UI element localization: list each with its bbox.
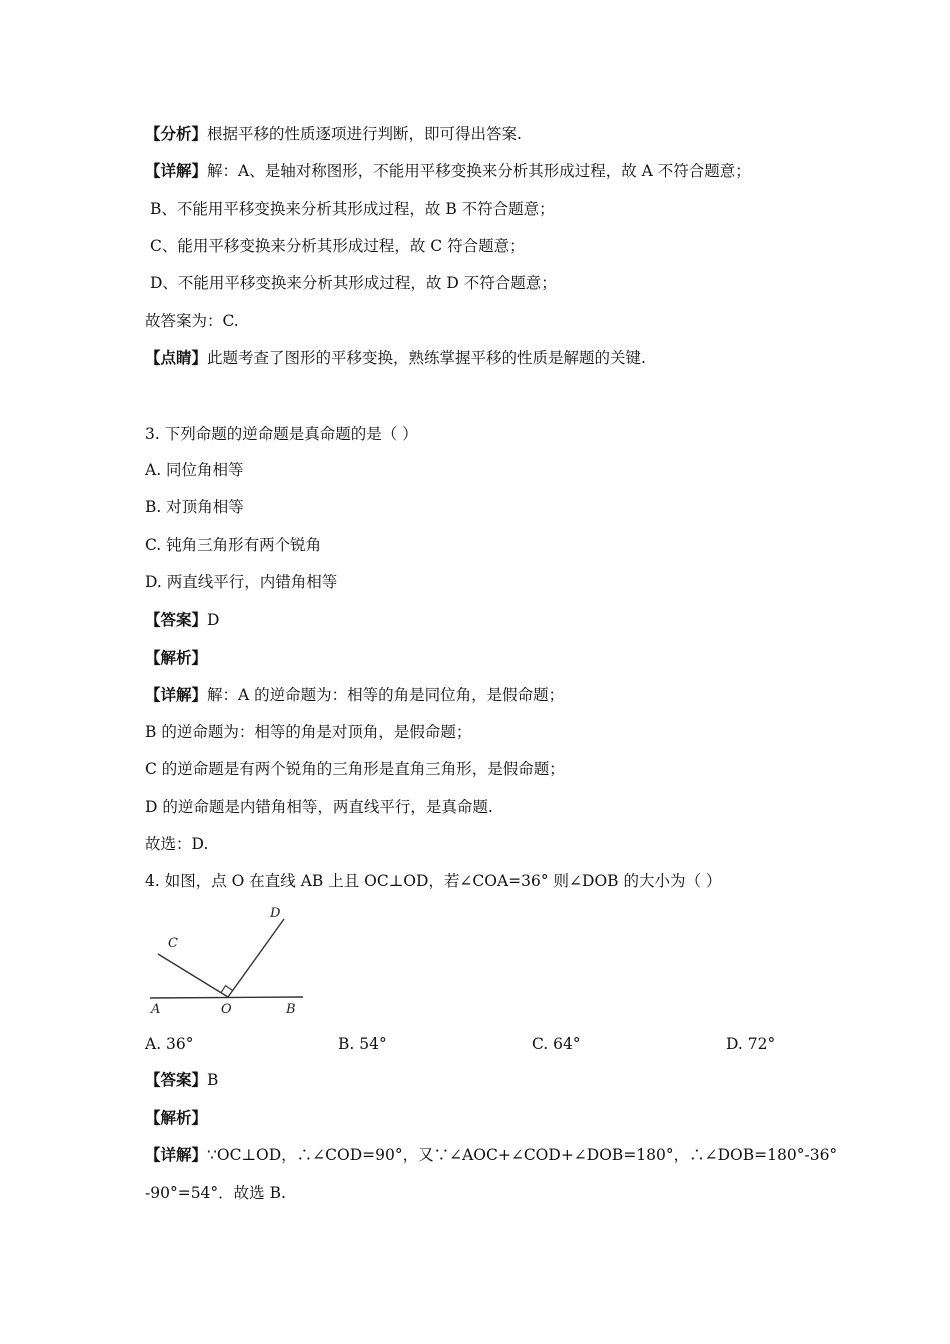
q2-comment-line — [145, 348, 646, 368]
q4-option-a: A. 36° — [145, 1035, 194, 1053]
label-c: C — [168, 936, 178, 951]
detail-text: 解：A、是轴对称图形，不能用平移变换来分析其形成过程，故 A 不符合题意； — [207, 162, 751, 180]
comment-text: 此题考查了图形的平移变换，熟练掌握平移的性质是解题的关键. — [207, 349, 646, 367]
q2-detail-c: C、能用平移变换来分析其形成过程，故 C 符合题意； — [150, 237, 525, 255]
q2-analysis-line — [145, 124, 522, 144]
q2-detail-line — [145, 161, 751, 181]
q3-stem: 3. 下列命题的逆命题是真命题的是（ ） — [145, 425, 418, 443]
detail-tag: 【详解】 — [145, 1145, 208, 1164]
q3-detail-d: D 的逆命题是内错角相等，两直线平行，是真命题. — [145, 798, 493, 816]
q4-option-c: C. 64° — [532, 1035, 581, 1053]
answer-tag: 【答案】 — [145, 1070, 208, 1089]
label-a: A — [151, 1002, 161, 1017]
q2-detail-d: D、不能用平移变换来分析其形成过程，故 D 不符合题意； — [150, 274, 557, 292]
q3-conclusion: 故选：D. — [145, 835, 209, 853]
analysis-text: 根据平移的性质逐项进行判断，即可得出答案. — [207, 125, 522, 143]
detail-tag: 【详解】 — [145, 161, 208, 180]
q3-option-a: A. 同位角相等 — [145, 461, 244, 479]
label-d: D — [270, 906, 281, 921]
q4-detail-line2: -90°=54°．故选 B. — [145, 1184, 286, 1202]
ray-oc — [158, 954, 228, 997]
q2-detail-b: B、不能用平移变换来分析其形成过程，故 B 不符合题意； — [150, 200, 555, 218]
q4-detail-line1 — [145, 1145, 837, 1165]
ray-od — [228, 919, 284, 997]
comment-tag: 【点睛】 — [145, 348, 208, 367]
q3-detail-line — [145, 685, 564, 705]
analysis-tag: 【分析】 — [145, 124, 208, 143]
answer-value: D — [207, 611, 220, 629]
q3-analysis-tag: 【解析】 — [145, 648, 208, 667]
q3-option-d: D. 两直线平行，内错角相等 — [145, 573, 338, 591]
label-b: B — [286, 1002, 296, 1017]
q3-answer-line — [145, 610, 219, 630]
detail-tag: 【详解】 — [145, 685, 208, 704]
q4-option-d: D. 72° — [726, 1035, 776, 1053]
detail-text: ∵OC⊥OD，∴∠COD=90°，又∵∠AOC+∠COD+∠DOB=180°，∴∠DOB=180°-36° — [207, 1146, 838, 1164]
q3-option-b: B. 对顶角相等 — [145, 498, 244, 516]
angle-figure — [148, 905, 308, 1017]
label-o: O — [221, 1002, 232, 1017]
q3-detail-c: C 的逆命题是有两个锐角的三角形是直角三角形，是假命题； — [145, 760, 565, 778]
right-angle-mark — [221, 986, 233, 993]
q2-conclusion: 故答案为：C. — [145, 312, 239, 330]
q4-analysis-tag: 【解析】 — [145, 1108, 208, 1127]
q3-detail-b: B 的逆命题为：相等的角是对顶角，是假命题； — [145, 723, 472, 741]
answer-tag: 【答案】 — [145, 610, 208, 629]
answer-value: B — [207, 1071, 219, 1089]
detail-text: 解：A 的逆命题为：相等的角是同位角，是假命题； — [207, 686, 565, 704]
q3-option-c: C. 钝角三角形有两个锐角 — [145, 536, 322, 554]
q4-stem: 4. 如图，点 O 在直线 AB 上且 OC⊥OD，若∠COA=36° 则∠DOB 的大小为（ ） — [145, 872, 722, 890]
q4-answer-line — [145, 1070, 218, 1090]
q4-option-b: B. 54° — [338, 1035, 387, 1053]
line-ab — [150, 997, 303, 998]
